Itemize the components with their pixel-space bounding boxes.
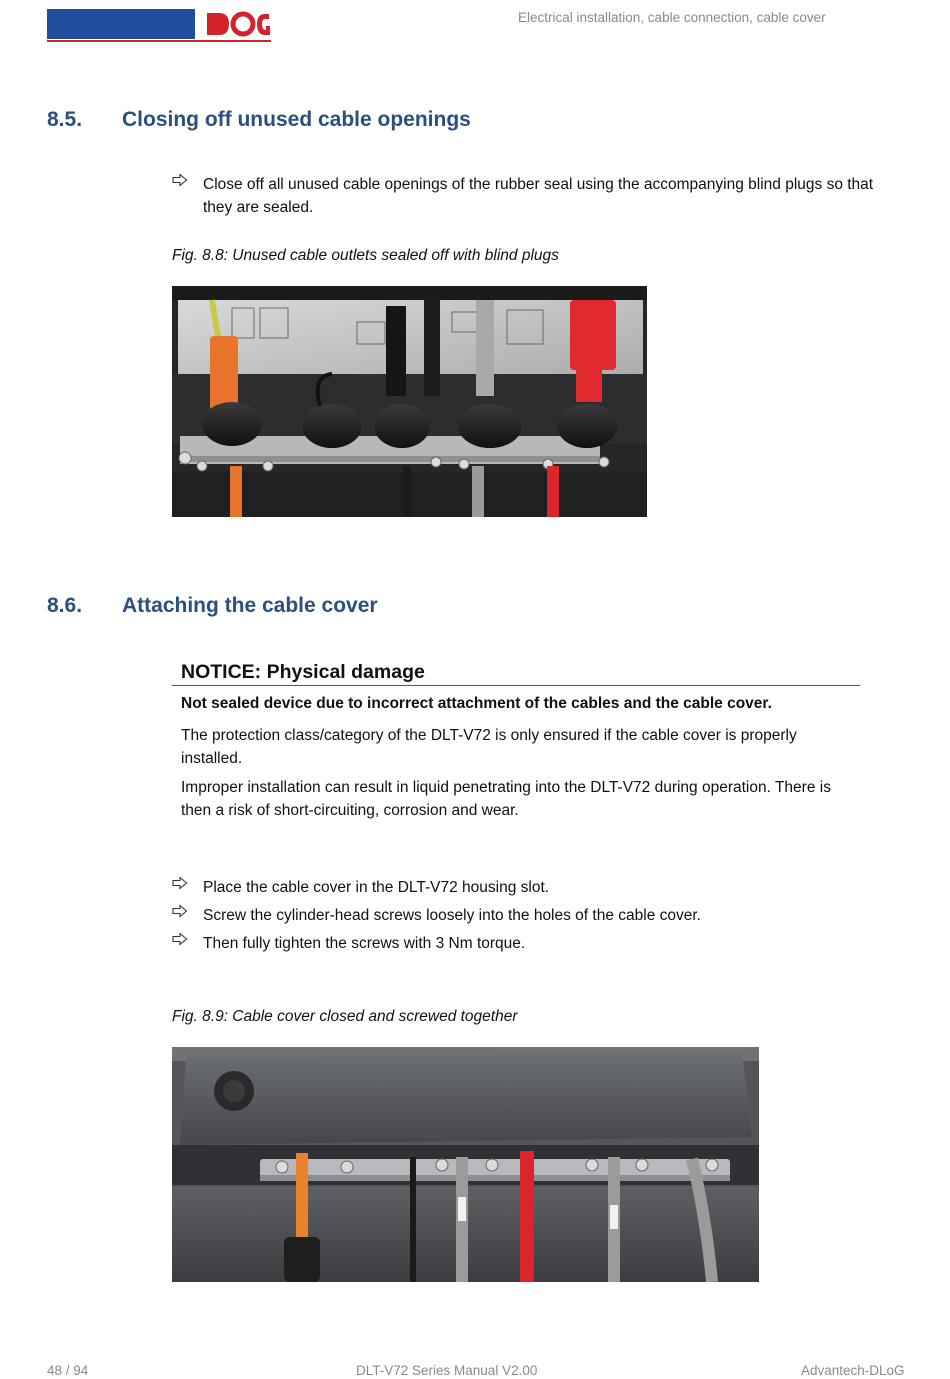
instruction-text: Place the cable cover in the DLT-V72 housing slot.	[203, 879, 550, 896]
figure-caption-8-8: Fig. 8.8: Unused cable outlets sealed off with blind plugs	[172, 247, 559, 264]
page-number: 48 / 94	[47, 1363, 89, 1378]
arrow-right-icon	[172, 904, 188, 918]
photo-cable-outlets-blind-plugs	[172, 286, 647, 517]
company-logo	[47, 9, 271, 69]
arrow-right-icon	[172, 173, 188, 187]
instruction-text: Screw the cylinder-head screws loosely into the holes of the cable cover.	[203, 907, 701, 924]
instruction-item	[172, 932, 893, 955]
arrow-right-icon	[172, 932, 188, 946]
section-number: 8.5.	[47, 108, 83, 131]
instruction-item	[172, 173, 893, 219]
instruction-text: Then fully tighten the screws with 3 Nm torque.	[203, 935, 526, 952]
instruction-text: Close off all unused cable openings of the rubber seal using the accompanying blind plugs so that they are sealed.	[203, 176, 874, 216]
manual-title: DLT-V72 Series Manual V2.00	[356, 1363, 538, 1378]
notice-subtitle: Not sealed device due to incorrect attachment of the cables and the cable cover.	[181, 695, 772, 712]
notice-paragraph: The protection class/category of the DLT-V72 is only ensured if the cable cover is properly installed.	[181, 727, 797, 767]
section-title: Closing off unused cable openings	[122, 108, 471, 131]
photo-cable-cover-closed	[172, 1047, 759, 1282]
instruction-item	[172, 904, 893, 927]
company-name: Advantech-DLoG	[801, 1363, 905, 1378]
arrow-right-icon	[172, 876, 188, 890]
figure-caption-8-9: Fig. 8.9: Cable cover closed and screwed together	[172, 1008, 518, 1025]
running-header: Electrical installation, cable connection, cable cover	[518, 10, 826, 25]
notice-paragraph: Improper installation can result in liquid penetrating into the DLT-V72 during operation. There is then a risk of short-circuiting, corrosion and wear.	[181, 779, 831, 819]
notice-divider	[172, 685, 860, 686]
section-heading-8-6	[47, 594, 647, 620]
instruction-item	[172, 876, 893, 899]
section-title: Attaching the cable cover	[122, 594, 378, 617]
notice-title: NOTICE: Physical damage	[181, 661, 425, 683]
section-heading-8-5	[47, 108, 647, 134]
section-number: 8.6.	[47, 594, 83, 617]
